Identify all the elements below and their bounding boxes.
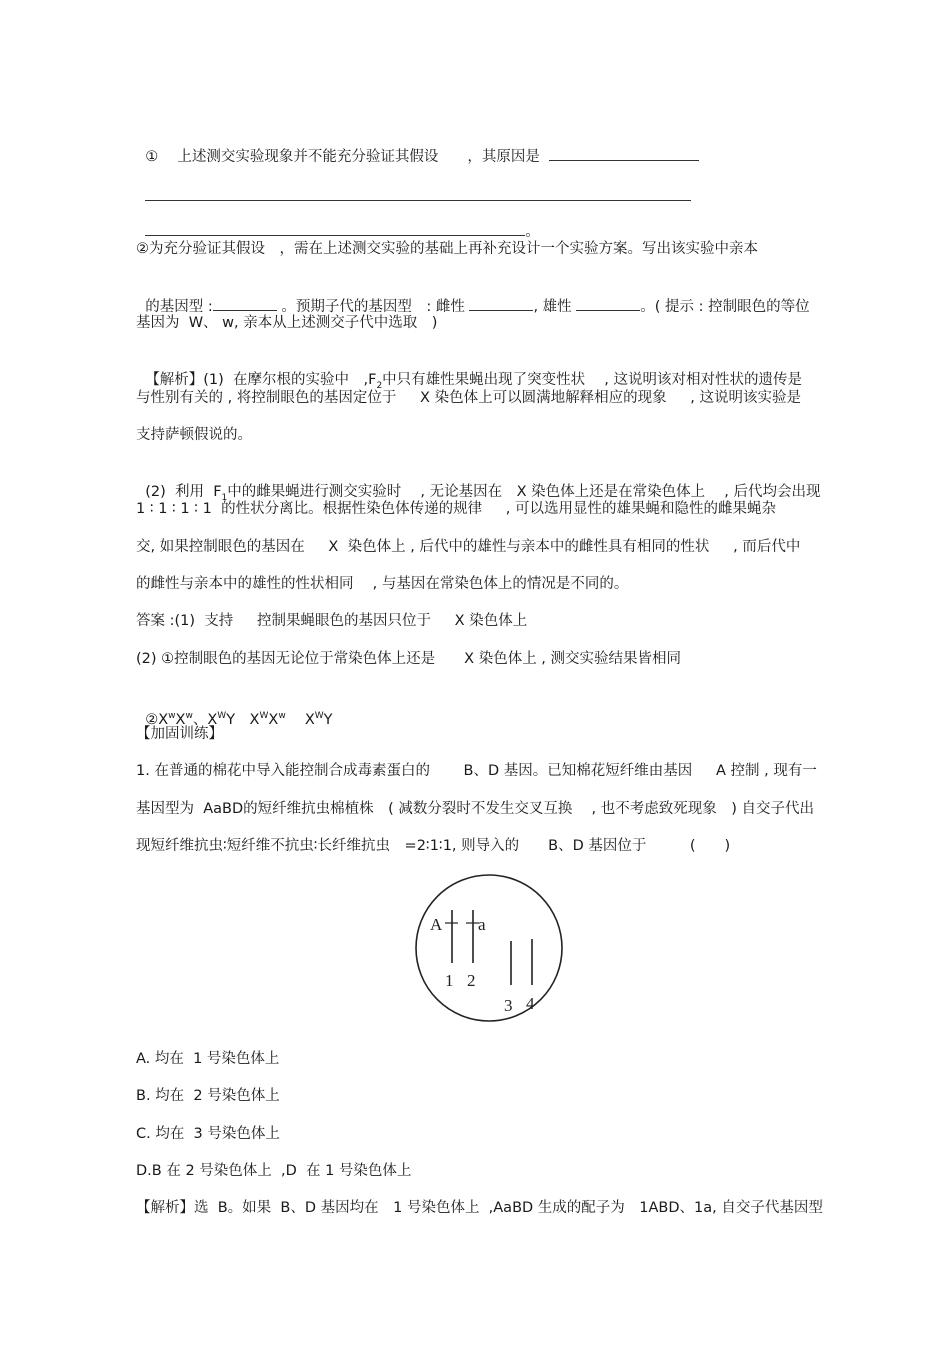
hint-text: 。( 提示 : 控制眼色的等位: [640, 299, 810, 315]
analysis-text: (2) 利用 F: [145, 484, 222, 500]
genotype: Y: [323, 711, 333, 728]
analysis-line: 与性别有关的 , 将控制眼色的基因定位于 X 染色体上可以圆满地解释相应的现象 , 这说明该实验是: [136, 390, 802, 406]
subscript: 2: [376, 380, 383, 391]
answer-line: (2) ①控制眼色的基因无论位于常染色体上还是 X 染色体上 , 测交实验结果皆相同: [136, 651, 682, 667]
question-text: 上述测交实验现象并不能充分验证其假设: [177, 149, 439, 165]
genotype: X: [207, 711, 218, 728]
superscript: w: [168, 711, 176, 721]
answer-blank: [469, 296, 533, 311]
superscript: W: [259, 711, 269, 721]
answer-blank: [145, 221, 525, 236]
circled-two: ②: [145, 711, 159, 728]
circled-one: ①: [145, 149, 159, 165]
offspring-female-label: 。预期子代的基因型 : 雌性: [281, 299, 465, 315]
analysis-line: 支持萨顿假说的。: [136, 427, 252, 443]
option-d: D.B 在 2 号染色体上 ,D 在 1 号染色体上: [136, 1163, 412, 1179]
genotype: X: [175, 711, 186, 728]
question-line: 现短纤维抗虫∶短纤维不抗虫∶长纤维抗虫 =2∶1∶1, 则导入的 B、D 基因位于 ( ): [136, 838, 731, 854]
reason-label: ，其原因是: [467, 149, 540, 165]
chromosome-diagram: [414, 873, 564, 1023]
label-3: 3: [504, 996, 513, 1015]
superscript: W: [314, 711, 324, 721]
question-line: 1. 在普通的棉花中导入能控制合成毒素蛋白的 B、D 基因。已知棉花短纤维由基因 A 控制 , 现有一: [136, 763, 817, 779]
genotype: Y: [226, 711, 236, 728]
answer-blank: [145, 186, 691, 201]
analysis-line: 1 ∶ 1 ∶ 1 ∶ 1 的性状分离比。根据性染色体传递的规律 , 可以选用显性的雄果蝇和隐性的雌果蝇杂: [136, 501, 777, 517]
period: 。: [525, 224, 540, 240]
superscript: W: [217, 711, 227, 721]
answer-blank: [549, 146, 699, 161]
label-4: 4: [526, 994, 535, 1013]
genotype: X: [268, 711, 279, 728]
cell-circle: [416, 875, 562, 1021]
question-line: 基因型为 AaBD的短纤维抗虫棉植株 ( 减数分裂时不发生交叉互换 , 也不考虑致死现象 ) 自交子代出: [136, 801, 814, 817]
genotype: X: [249, 711, 260, 728]
answer-blank: [213, 296, 277, 311]
label-A: A: [430, 915, 443, 934]
training-header: 【加固训练】: [136, 726, 223, 742]
option-a: A. 均在 1 号染色体上: [136, 1051, 280, 1067]
analysis-line: 的雌性与亲本中的雄性的性状相同 , 与基因在常染色体上的情况是不同的。: [136, 576, 629, 592]
question-part-2-line: ②为充分验证其假设 ，需在上述测交实验的基础上再补充设计一个实验方案。写出该实验中亲本: [136, 241, 758, 257]
analysis-tag: 【解析】: [145, 372, 204, 388]
analysis-text: (1) 在摩尔根的实验中 ,F: [203, 372, 377, 388]
option-b: B. 均在 2 号染色体上: [136, 1088, 280, 1104]
label-a: a: [478, 915, 486, 934]
subscript: 1: [221, 492, 228, 503]
separator: 、: [192, 711, 208, 728]
question-part-2-line: [136, 276, 810, 317]
offspring-male-label: , 雄性: [533, 299, 572, 315]
option-c: C. 均在 3 号染色体上: [136, 1126, 280, 1142]
analysis-line: 交, 如果控制眼色的基因在 X 染色体上 , 后代中的雄性与亲本中的雌性具有相同的性状 , 而后代中: [136, 539, 801, 555]
superscript: w: [185, 711, 193, 721]
answer-blank: [576, 296, 640, 311]
genotype: X: [158, 711, 169, 728]
question-part-2-line: 基因为 W、 w, 亲本从上述测交子代中选取 ): [136, 315, 438, 331]
answer-blank-line: [136, 201, 540, 242]
analysis-text: 中的雌果蝇进行测交实验时 , 无论基因在 X 染色体上还是在常染色体上 , 后代均会出现: [227, 484, 821, 500]
analysis-line: 【解析】选 B。如果 B、D 基因均在 1 号染色体上 ,AaBD 生成的配子为 1ABD、1a, 自交子代基因型: [136, 1200, 823, 1216]
label-2: 2: [467, 971, 476, 990]
question-part-1: [136, 126, 699, 167]
superscript: w: [278, 711, 286, 721]
answer-line: 答案 :(1) 支持 控制果蝇眼色的基因只位于 X 染色体上: [136, 613, 528, 629]
genotype-label: 的基因型 :: [145, 299, 213, 315]
analysis-text: 中只有雄性果蝇出现了突变性状 , 这说明该对相对性状的遗传是: [382, 372, 802, 388]
label-1: 1: [445, 971, 454, 990]
genotype: X: [304, 711, 315, 728]
